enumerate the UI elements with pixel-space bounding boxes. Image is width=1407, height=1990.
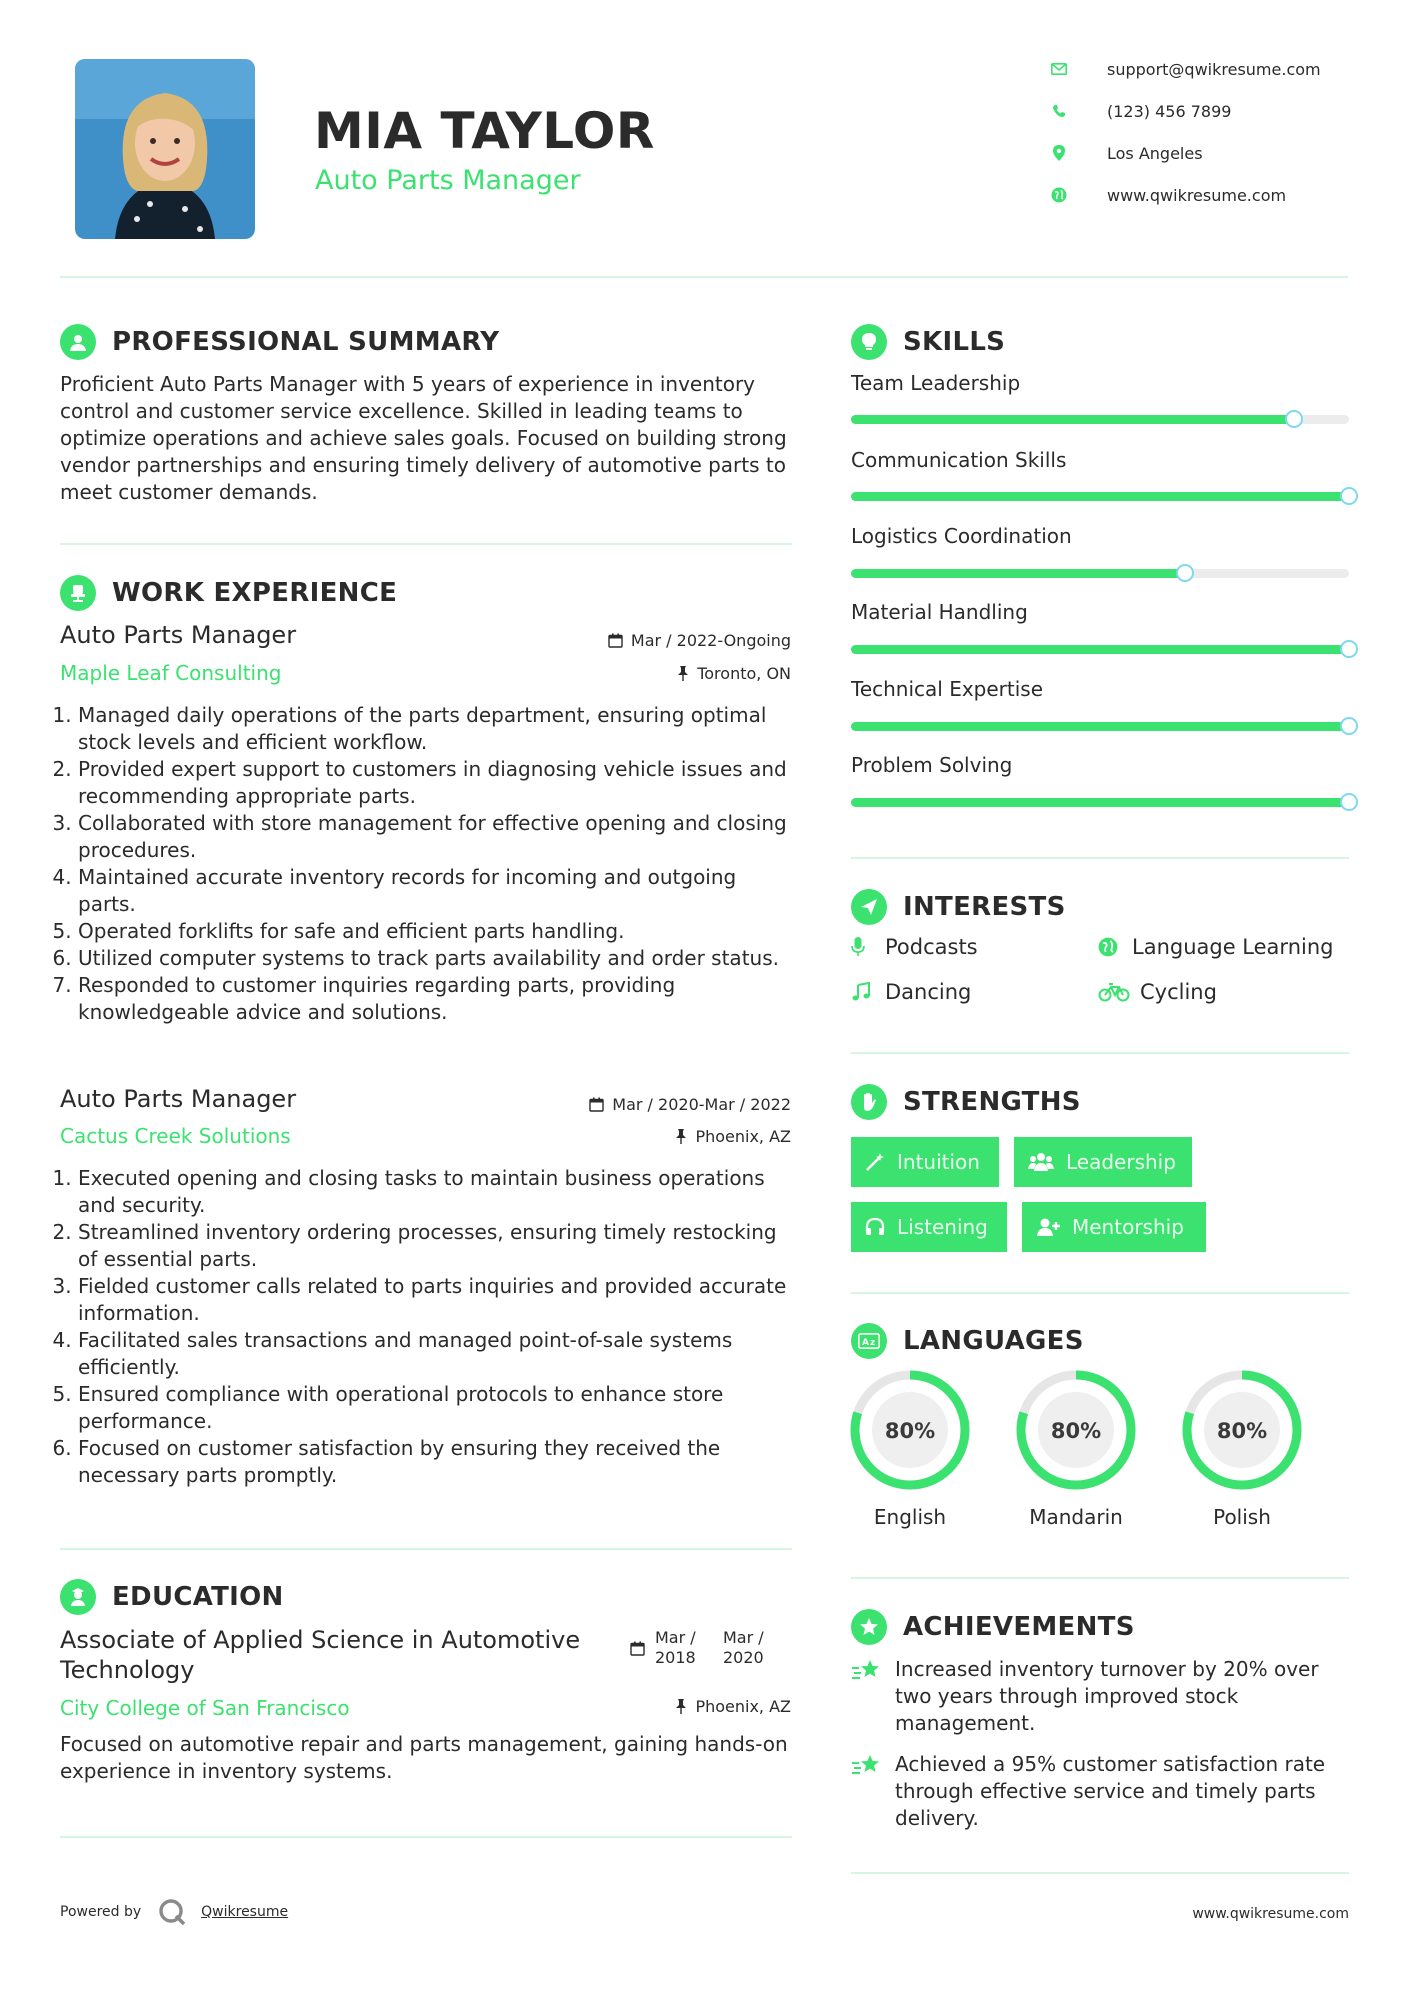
globe-icon bbox=[1098, 937, 1124, 957]
language-icon bbox=[851, 1323, 887, 1359]
star-icon bbox=[851, 1609, 887, 1645]
profile-photo bbox=[75, 59, 255, 239]
strengths-heading bbox=[851, 1084, 1081, 1120]
achievement-item bbox=[851, 1656, 1355, 1737]
education-location bbox=[675, 1697, 791, 1716]
skill-bar-knob bbox=[1176, 564, 1194, 582]
footer-powered-by bbox=[60, 1897, 288, 1927]
shooting-star-icon bbox=[851, 1751, 895, 1832]
footer-website[interactable]: www.qwikresume.com bbox=[1192, 1906, 1349, 1922]
skill-bar bbox=[851, 415, 1349, 424]
skill-bar-fill bbox=[851, 569, 1185, 578]
education-dates bbox=[630, 1628, 775, 1668]
education-school: City College of San Francisco bbox=[60, 1696, 350, 1720]
powered-by-text: Powered by bbox=[60, 1904, 142, 1920]
achievements-divider bbox=[851, 1872, 1349, 1874]
skill-bar-knob bbox=[1285, 410, 1303, 428]
list-item: 3. Collaborated with store management for effective opening and closing procedures. bbox=[78, 810, 796, 864]
education-divider bbox=[60, 1836, 792, 1838]
contact-website-text: www.qwikresume.com bbox=[1107, 185, 1287, 205]
job-2-location-text: Phoenix, AZ bbox=[695, 1127, 791, 1146]
language-name: English bbox=[873, 1505, 947, 1529]
strength-label: Intuition bbox=[897, 1150, 980, 1174]
interests-title: INTERESTS bbox=[903, 892, 1066, 922]
interest-item bbox=[851, 935, 978, 959]
summary-title: PROFESSIONAL SUMMARY bbox=[112, 327, 500, 357]
experience-title: WORK EXPERIENCE bbox=[112, 578, 398, 608]
list-item: 5. Operated forklifts for safe and efficient parts handling. bbox=[78, 918, 796, 945]
skill-name: Team Leadership bbox=[851, 371, 1021, 395]
strength-label: Mentorship bbox=[1072, 1215, 1184, 1239]
job-1-title: Auto Parts Manager bbox=[60, 621, 297, 649]
interest-label: Podcasts bbox=[885, 935, 978, 959]
list-item: 7. Responded to customer inquiries regarding parts, providing knowledgeable advice and solutions. bbox=[78, 972, 796, 1026]
education-date-end: Mar / 2020 bbox=[723, 1628, 764, 1667]
language-percent: 80% bbox=[884, 1419, 936, 1443]
skill-bar-fill bbox=[851, 492, 1349, 501]
achievement-text: Increased inventory turnover by 20% over two years through improved stock management. bbox=[895, 1657, 1319, 1735]
shooting-star-icon bbox=[851, 1656, 895, 1737]
languages-heading bbox=[851, 1323, 1084, 1359]
language-percent: 80% bbox=[1216, 1419, 1268, 1443]
envelope-icon bbox=[1048, 60, 1070, 78]
job-1-location-text: Toronto, ON bbox=[697, 664, 791, 683]
interest-label: Cycling bbox=[1140, 980, 1217, 1004]
list-item: 5. Ensured compliance with operational protocols to enhance store performance. bbox=[78, 1381, 796, 1435]
experience-heading bbox=[60, 575, 397, 611]
job-2-title: Auto Parts Manager bbox=[60, 1085, 297, 1113]
map-pin-icon bbox=[1048, 144, 1070, 162]
skill-bar-knob bbox=[1340, 717, 1358, 735]
job-2-bullets bbox=[56, 1165, 796, 1489]
group-icon bbox=[1028, 1152, 1054, 1172]
list-item: 3. Fielded customer calls related to parts inquiries and provided accurate information. bbox=[78, 1273, 796, 1327]
summary-divider bbox=[60, 543, 792, 545]
contact-email-text: support@qwikresume.com bbox=[1107, 59, 1321, 79]
education-location-text: Phoenix, AZ bbox=[695, 1697, 791, 1716]
graduate-icon bbox=[60, 1579, 96, 1615]
pushpin-icon bbox=[675, 1699, 687, 1714]
achievements-heading bbox=[851, 1609, 1135, 1645]
interest-label: Dancing bbox=[885, 980, 972, 1004]
job-2-location bbox=[675, 1127, 791, 1146]
language-ring bbox=[1015, 1369, 1137, 1491]
job-2-dates-text: Mar / 2020-Mar / 2022 bbox=[612, 1095, 791, 1114]
hand-icon bbox=[851, 1084, 887, 1120]
interests-heading bbox=[851, 889, 1066, 925]
interests-divider bbox=[851, 1052, 1349, 1054]
skills-heading bbox=[851, 324, 1005, 360]
strength-chip bbox=[1022, 1202, 1206, 1252]
skill-bar-knob bbox=[1340, 793, 1358, 811]
summary-text: Proficient Auto Parts Manager with 5 years of experience in inventory control and customer service excellence. Skilled in leading teams to optimize operations and achieve sales goals. Focused on building strong vendor partnerships and ensuring timely delivery of automotive parts to meet customer demands. bbox=[60, 372, 787, 504]
skills-divider bbox=[851, 857, 1349, 859]
skill-bar bbox=[851, 722, 1349, 731]
summary-heading bbox=[60, 324, 499, 360]
microphone-icon bbox=[851, 937, 877, 957]
contact-phone-text: (123) 456 7899 bbox=[1107, 101, 1232, 121]
list-item: 4. Maintained accurate inventory records for incoming and outgoing parts. bbox=[78, 864, 796, 918]
skill-bar-fill bbox=[851, 415, 1294, 424]
music-note-icon bbox=[851, 982, 877, 1002]
language-ring bbox=[849, 1369, 971, 1491]
language-name: Polish bbox=[1213, 1505, 1271, 1529]
achievement-text: Achieved a 95% customer satisfaction rate through effective service and timely parts delivery. bbox=[895, 1752, 1326, 1830]
job-1-dates bbox=[608, 631, 791, 650]
strength-chip bbox=[851, 1137, 999, 1187]
job-2-company: Cactus Creek Solutions bbox=[60, 1124, 291, 1148]
skill-bar-knob bbox=[1340, 640, 1358, 658]
pushpin-icon bbox=[677, 666, 689, 681]
qwikresume-logo-icon bbox=[157, 1897, 187, 1927]
skill-bar-knob bbox=[1340, 487, 1358, 505]
language-ring bbox=[1181, 1369, 1303, 1491]
skill-bar bbox=[851, 645, 1349, 654]
interest-label: Language Learning bbox=[1132, 935, 1334, 959]
skill-name: Problem Solving bbox=[851, 753, 1013, 777]
job-1-location bbox=[677, 664, 791, 683]
list-item: 6. Utilized computer systems to track parts availability and order status. bbox=[78, 945, 796, 972]
language-percent: 80% bbox=[1050, 1419, 1102, 1443]
svg-text:A: A bbox=[862, 1338, 869, 1348]
paper-plane-icon bbox=[851, 889, 887, 925]
interest-item bbox=[851, 980, 971, 1004]
skill-name: Communication Skills bbox=[851, 448, 1067, 472]
strength-label: Leadership bbox=[1066, 1150, 1176, 1174]
calendar-icon bbox=[608, 633, 623, 648]
bicycle-icon bbox=[1098, 982, 1132, 1002]
strength-label: Listening bbox=[897, 1215, 988, 1239]
svg-text:z: z bbox=[870, 1338, 876, 1348]
skill-name: Logistics Coordination bbox=[851, 524, 1072, 548]
achievements-title: ACHIEVEMENTS bbox=[903, 1612, 1135, 1642]
skill-bar-fill bbox=[851, 645, 1349, 654]
phone-icon bbox=[1048, 102, 1070, 120]
contact-website[interactable] bbox=[1048, 182, 1378, 208]
language-name: Mandarin bbox=[1029, 1505, 1123, 1529]
skill-bar-fill bbox=[851, 722, 1349, 731]
skill-name: Technical Expertise bbox=[851, 677, 1044, 701]
list-item: 4. Facilitated sales transactions and managed point-of-sale systems efficiently. bbox=[78, 1327, 796, 1381]
globe-icon bbox=[1048, 186, 1070, 204]
list-item: 2. Streamlined inventory ordering processes, ensuring timely restocking of essential parts. bbox=[78, 1219, 796, 1273]
contact-location bbox=[1048, 140, 1378, 166]
list-item: 2. Provided expert support to customers in diagnosing vehicle issues and recommending appropriate parts. bbox=[78, 756, 796, 810]
job-2-dates bbox=[589, 1095, 791, 1114]
list-item: 6. Focused on customer satisfaction by ensuring they received the necessary parts promptly. bbox=[78, 1435, 796, 1489]
skills-title: SKILLS bbox=[903, 327, 1006, 357]
strengths-divider bbox=[851, 1292, 1349, 1294]
contact-email[interactable] bbox=[1048, 56, 1378, 82]
education-degree: Associate of Applied Science in Automotive Technology bbox=[60, 1626, 581, 1684]
job-1-company: Maple Leaf Consulting bbox=[60, 661, 282, 685]
achievement-item bbox=[851, 1751, 1355, 1832]
skill-bar bbox=[851, 569, 1349, 578]
qwikresume-link[interactable]: Qwikresume bbox=[201, 1904, 289, 1920]
skill-bar bbox=[851, 798, 1349, 807]
calendar-icon bbox=[630, 1641, 645, 1656]
contact-phone[interactable] bbox=[1048, 98, 1378, 124]
user-icon bbox=[60, 324, 96, 360]
contact-location-text: Los Angeles bbox=[1107, 143, 1203, 163]
lightbulb-icon bbox=[851, 324, 887, 360]
languages-divider bbox=[851, 1577, 1349, 1579]
user-plus-icon bbox=[1036, 1217, 1060, 1237]
strengths-title: STRENGTHS bbox=[903, 1087, 1081, 1117]
skill-name: Material Handling bbox=[851, 600, 1028, 624]
education-heading bbox=[60, 1579, 284, 1615]
education-title: EDUCATION bbox=[112, 1582, 284, 1612]
job-1-bullets bbox=[56, 702, 796, 1026]
list-item: 1. Managed daily operations of the parts department, ensuring optimal stock levels and efficient workflow. bbox=[78, 702, 796, 756]
education-date-start: Mar / 2018 bbox=[655, 1628, 696, 1667]
skill-bar-fill bbox=[851, 798, 1349, 807]
header-divider bbox=[60, 276, 1348, 278]
list-item: 1. Executed opening and closing tasks to maintain business operations and security. bbox=[78, 1165, 796, 1219]
experience-divider bbox=[60, 1548, 792, 1550]
calendar-icon bbox=[589, 1097, 604, 1112]
languages-title: LANGUAGES bbox=[903, 1326, 1084, 1356]
interest-item bbox=[1098, 935, 1333, 959]
headphones-icon bbox=[865, 1217, 885, 1237]
candidate-name: MIA TAYLOR bbox=[314, 102, 655, 160]
skill-bar bbox=[851, 492, 1349, 501]
job-1-dates-text: Mar / 2022-Ongoing bbox=[630, 631, 791, 650]
briefcase-icon bbox=[60, 575, 96, 611]
education-description: Focused on automotive repair and parts management, gaining hands-on experience in inventory systems. bbox=[60, 1732, 788, 1783]
interest-item bbox=[1098, 980, 1217, 1004]
candidate-role: Auto Parts Manager bbox=[315, 165, 581, 196]
pushpin-icon bbox=[675, 1129, 687, 1144]
magic-wand-icon bbox=[865, 1152, 885, 1172]
strength-chip bbox=[1014, 1137, 1192, 1187]
strength-chip bbox=[851, 1202, 1007, 1252]
